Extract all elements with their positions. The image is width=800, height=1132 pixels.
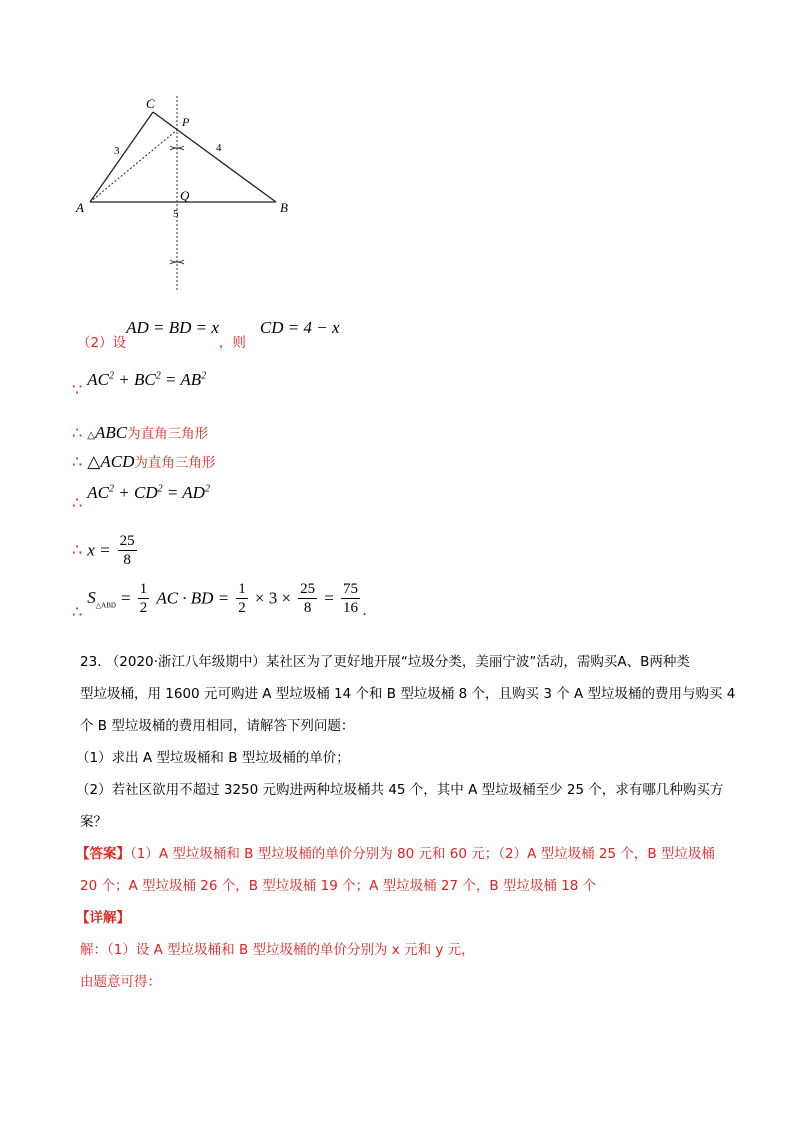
- result-fraction: $\frac{75}{16}$: [342, 581, 358, 616]
- label-b: B: [280, 200, 288, 215]
- answer-line1: （1）A 型垃圾桶和 B 型垃圾桶的单价分别为 80 元和 60 元；（2）A 型垃圾桶 25 个，B 型垃圾桶: [130, 846, 715, 862]
- therefore-symbol: ∴: [72, 540, 83, 559]
- therefore-symbol: ∴: [72, 452, 83, 471]
- setup-then: ，则: [218, 335, 246, 351]
- area-symbol: $S_{\triangle ABD}$: [87, 587, 116, 610]
- triangle-acd: △ACD: [87, 452, 135, 471]
- eq-cd: CD = 4 − x: [259, 318, 340, 337]
- step-area: ∴ $S_{\triangle ABD}$ = $\frac{1}{2}$ AC · BD = $\frac{1}{2}$ × 3 × $\frac{25}{8}$ = $\frac{75}{16}$ .: [72, 581, 368, 621]
- step-right-triangle-acd: [72, 451, 215, 472]
- eq-ad-bd: AD = BD = x: [126, 318, 219, 337]
- label-side-cb: 4: [216, 142, 222, 154]
- triangle-abc: △ABC: [87, 423, 128, 442]
- step-x-value: [72, 532, 139, 569]
- detail-line1: 解：（1）设 A 型垃圾桶和 B 型垃圾桶的单价分别为 x 元和 y 元，: [80, 942, 475, 958]
- half-fraction-1: $\frac{1}{2}$: [139, 581, 148, 616]
- step-right-triangle-abc: [72, 422, 208, 443]
- pyth-expression: $AC^2 + BC^2 = AB^2$: [87, 370, 207, 389]
- x-equals: x =: [87, 540, 111, 560]
- answer-block: [76, 844, 736, 908]
- q23-part2a: （2）若社区欲用不超过 3250 元购进两种垃圾桶共 45 个，其中 A 型垃圾桶至少 25 个，求有哪几种购买方: [76, 782, 724, 798]
- setup-intro: （2）设: [77, 335, 127, 351]
- detail-line2: 由题意可得：: [80, 974, 161, 990]
- therefore-symbol: ∴: [72, 602, 83, 621]
- q23-part1: （1）求出 A 型垃圾桶和 B 型垃圾桶的单价；: [76, 750, 350, 766]
- label-side-ab: 5: [173, 208, 179, 220]
- q23-line2: 型垃圾桶，用 1600 元可购进 A 型垃圾桶 14 个和 B 型垃圾桶 8 个，且购买 3 个 A 型垃圾桶的费用与购买 4: [80, 686, 736, 702]
- step-acd-pythagoras: [72, 483, 210, 512]
- label-a: A: [76, 200, 84, 215]
- label-side-ac: 3: [114, 145, 120, 157]
- x-fraction-2: $\frac{25}{8}$: [300, 581, 316, 616]
- side-ac: [90, 112, 153, 202]
- detail-tag: 【详解】: [76, 910, 130, 926]
- therefore-symbol: ∴: [72, 423, 83, 442]
- side-cb: [153, 112, 276, 202]
- right-triangle-text-1: 为直角三角形: [127, 426, 209, 442]
- therefore-symbol: ∴: [72, 493, 83, 512]
- solution2-setup: [77, 317, 340, 351]
- x-fraction: $\frac{25}{8}$: [119, 533, 135, 568]
- half-fraction-2: $\frac{1}{2}$: [238, 581, 246, 616]
- label-q: Q: [180, 188, 190, 203]
- triangle-figure: [70, 90, 310, 300]
- right-triangle-text-2: 为直角三角形: [134, 455, 216, 471]
- detail-block: [76, 908, 736, 1004]
- question-23: [76, 652, 736, 844]
- label-p: P: [182, 115, 190, 129]
- answer-line2: 20 个；A 型垃圾桶 26 个，B 型垃圾桶 19 个；A 型垃圾桶 27 个，B 型垃圾桶 18 个: [80, 878, 597, 894]
- step-pythagoras: [72, 370, 207, 399]
- label-c: C: [146, 96, 155, 111]
- because-symbol: ∵: [72, 380, 83, 399]
- answer-tag: 【答案】: [76, 846, 130, 862]
- acd-expression: $AC^2 + CD^2 = AD^2$: [87, 483, 210, 502]
- q23-part2b: 案？: [80, 814, 107, 830]
- q23-line1: 23. （2020·浙江八年级期中）某社区为了更好地开展“垃圾分类，美丽宁波”活动，需购买A、B两种类: [80, 654, 690, 670]
- q23-line3: 个 B 型垃圾桶的费用相同，请解答下列问题：: [80, 718, 355, 734]
